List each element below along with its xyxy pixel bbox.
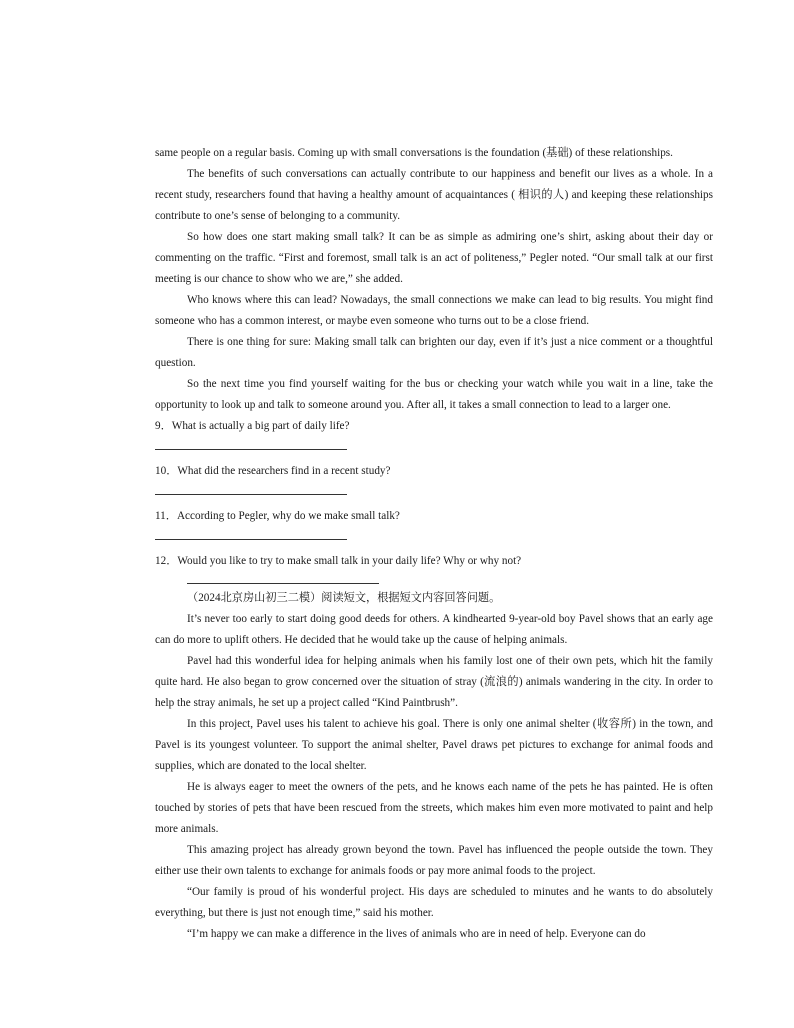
passage1-paragraph-1: same people on a regular basis. Coming up with small conversations is the foundation (基础) of these relationships. bbox=[155, 147, 673, 159]
passage2-paragraph-6: “Our family is proud of his wonderful project. His days are scheduled to minutes and he wants to do absolutely everything, but there is just not enough time,” said his mother. bbox=[155, 886, 713, 919]
worksheet-content bbox=[155, 143, 713, 945]
answer-line-9[interactable] bbox=[155, 449, 347, 450]
answer-line-11[interactable] bbox=[155, 539, 347, 540]
answer-line-12[interactable] bbox=[187, 583, 379, 584]
passage1-paragraph-5: There is one thing for sure: Making small talk can brighten our day, even if it’s just a nice comment or a thoughtful question. bbox=[155, 336, 713, 369]
question-9: 9．What is actually a big part of daily life? bbox=[155, 420, 350, 432]
passage2-source: （2024北京房山初三二模）阅读短文，根据短文内容回答问题。 bbox=[187, 592, 501, 604]
passage2-paragraph-4: He is always eager to meet the owners of the pets, and he knows each name of the pets he has painted. He is often touched by stories of pets that have been rescued from the streets, which makes him even more motivated to paint and help more animals. bbox=[155, 781, 713, 835]
passage1-paragraph-2: The benefits of such conversations can actually contribute to our happiness and benefit our lives as a whole. In a recent study, researchers found that having a healthy amount of acquaintances ( 相识的人) and keeping these relationships contribute to one’s sense of belonging to a community. bbox=[155, 168, 713, 222]
passage2-paragraph-2: Pavel had this wonderful idea for helping animals when his family lost one of their own pets, which hit the family quite hard. He also began to grow concerned over the situation of stray (流浪的) animals wandering in the city. In order to help the stray animals, he set up a project called “Kind Paintbrush”. bbox=[155, 655, 713, 709]
passage1-paragraph-4: Who knows where this can lead? Nowadays, the small connections we make can lead to big results. You might find someone who has a common interest, or maybe even someone who turns out to be a close friend. bbox=[155, 294, 713, 327]
question-10: 10．What did the researchers find in a recent study? bbox=[155, 465, 391, 477]
passage2-paragraph-7: “I’m happy we can make a difference in the lives of animals who are in need of help. Everyone can do bbox=[187, 928, 646, 940]
passage2-paragraph-3: In this project, Pavel uses his talent to achieve his goal. There is only one animal shelter (收容所) in the town, and Pavel is its youngest volunteer. To support the animal shelter, Pavel draws pet pictures to exchange for animal foods and supplies, which are donated to the local shelter. bbox=[155, 718, 713, 772]
question-12: 12．Would you like to try to make small talk in your daily life? Why or why not? bbox=[155, 555, 522, 567]
passage2-paragraph-1: It’s never too early to start doing good deeds for others. A kindhearted 9-year-old boy Pavel shows that an early age can do more to uplift others. He decided that he would take up the cause of helping animals. bbox=[155, 613, 713, 646]
passage1-paragraph-3: So how does one start making small talk? It can be as simple as admiring one’s shirt, asking about their day or commenting on the traffic. “First and foremost, small talk is an act of politeness,” Pegler noted. “Our small talk at our first meeting is our chance to show who we are,” she added. bbox=[155, 231, 713, 285]
answer-line-10[interactable] bbox=[155, 494, 347, 495]
question-11: 11．According to Pegler, why do we make small talk? bbox=[155, 510, 400, 522]
passage1-paragraph-6: So the next time you find yourself waiting for the bus or checking your watch while you wait in a line, take the opportunity to look up and talk to someone around you. After all, it takes a small connection to lead to a larger one. bbox=[155, 378, 713, 411]
passage2-paragraph-5: This amazing project has already grown beyond the town. Pavel has influenced the people outside the town. They either use their own talents to exchange for animals foods or pay more animal foods to the project. bbox=[155, 844, 713, 877]
